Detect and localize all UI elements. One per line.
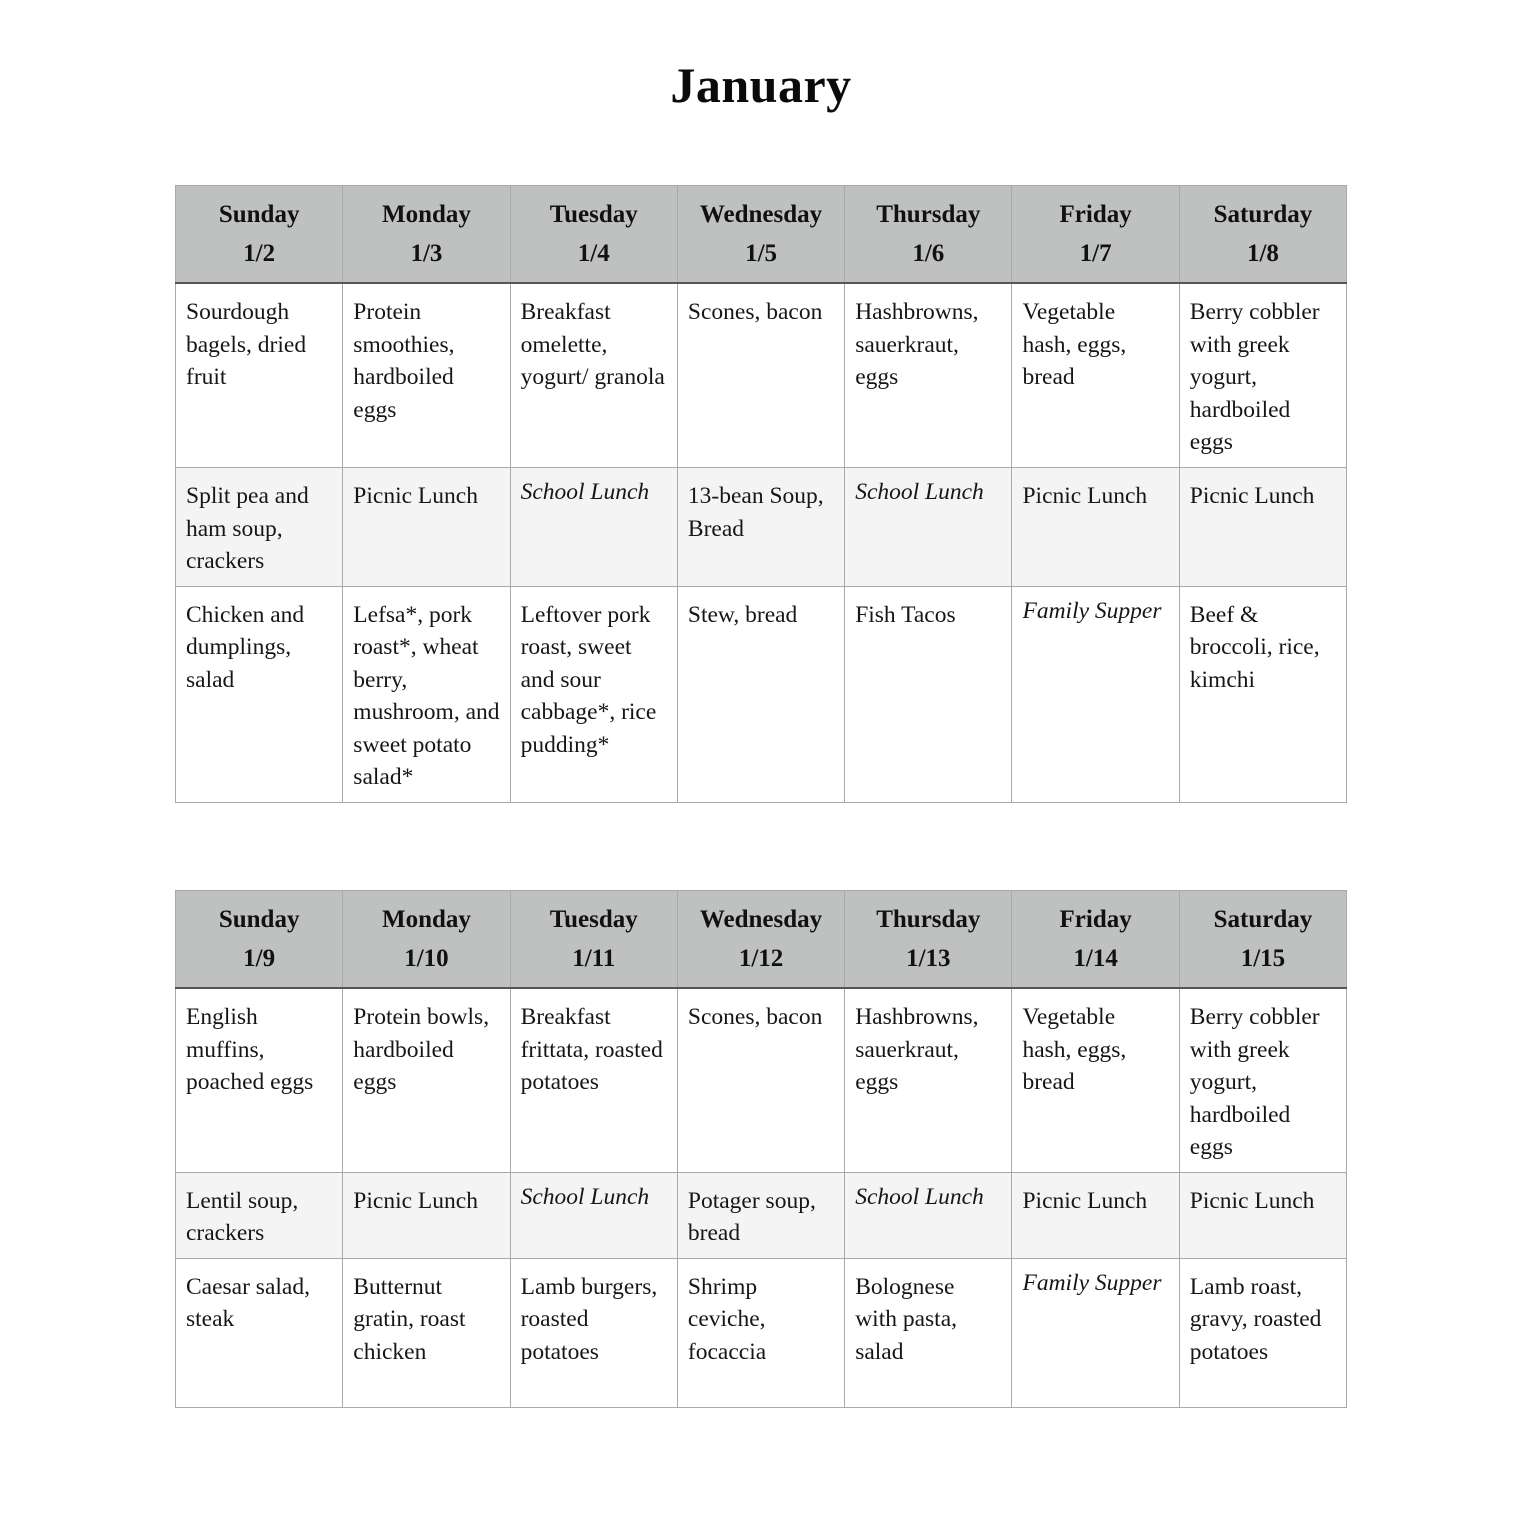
meal-cell: Scones, bacon: [677, 283, 844, 468]
day-date: 1/4: [577, 240, 610, 267]
day-date: 1/8: [1246, 240, 1279, 267]
meal-cell: Shrimp ceviche, focaccia: [677, 1258, 844, 1407]
day-name: Tuesday: [549, 906, 638, 933]
header-thursday: [845, 891, 1012, 989]
day-name: Thursday: [876, 201, 981, 228]
breakfast-row: [176, 283, 1347, 468]
meal-cell: Protein smoothies, hardboiled eggs: [343, 283, 510, 468]
day-date: 1/15: [1240, 945, 1286, 972]
meal-cell: 13-bean Soup, Bread: [677, 468, 844, 587]
header-saturday: [1179, 891, 1346, 989]
header-row: [176, 891, 1347, 989]
header-monday: [343, 186, 510, 284]
day-date: 1/2: [243, 240, 276, 267]
day-date: 1/3: [410, 240, 443, 267]
meal-cell: Picnic Lunch: [1179, 468, 1346, 587]
family-supper-cell: Family Supper: [1012, 586, 1179, 802]
meal-cell: Chicken and dumplings, salad: [176, 586, 343, 802]
day-date: 1/9: [243, 945, 276, 972]
meal-cell: Lentil soup, crackers: [176, 1172, 343, 1258]
meal-cell: Protein bowls, hardboiled eggs: [343, 988, 510, 1172]
meal-cell: Scones, bacon: [677, 988, 844, 1172]
header-friday: [1012, 186, 1179, 284]
school-lunch-cell: School Lunch: [845, 468, 1012, 587]
header-tuesday: [510, 186, 677, 284]
meal-cell: Berry cobbler with greek yogurt, hardboiled eggs: [1179, 283, 1346, 468]
day-name: Wednesday: [699, 201, 823, 228]
meal-cell: Picnic Lunch: [343, 468, 510, 587]
lunch-row: [176, 468, 1347, 587]
meal-cell: Breakfast omelette, yogurt/ granola: [510, 283, 677, 468]
day-name: Wednesday: [699, 906, 823, 933]
day-name: Sunday: [218, 906, 300, 933]
school-lunch-cell: School Lunch: [845, 1172, 1012, 1258]
meal-cell: Stew, bread: [677, 586, 844, 802]
school-lunch-cell: School Lunch: [510, 468, 677, 587]
meal-cell: Potager soup, bread: [677, 1172, 844, 1258]
meal-cell: Breakfast frittata, roasted potatoes: [510, 988, 677, 1172]
meal-cell: Picnic Lunch: [1012, 468, 1179, 587]
meal-cell: Hashbrowns, sauerkraut, eggs: [845, 283, 1012, 468]
family-supper-cell: Family Supper: [1012, 1258, 1179, 1407]
day-name: Sunday: [218, 201, 300, 228]
header-wednesday: [677, 891, 844, 989]
day-name: Thursday: [876, 906, 981, 933]
meal-cell: Picnic Lunch: [343, 1172, 510, 1258]
day-name: Friday: [1059, 201, 1132, 228]
meal-cell: Caesar salad, steak: [176, 1258, 343, 1407]
day-date: 1/13: [906, 945, 951, 972]
day-name: Saturday: [1213, 906, 1313, 933]
day-date: 1/7: [1079, 240, 1112, 267]
meal-cell: Split pea and ham soup, crackers: [176, 468, 343, 587]
week-1-table: [175, 185, 1347, 803]
meal-cell: English muffins, poached eggs: [176, 988, 343, 1172]
lunch-row: [176, 1172, 1347, 1258]
header-saturday: [1179, 186, 1346, 284]
school-lunch-cell: School Lunch: [510, 1172, 677, 1258]
header-row: [176, 186, 1347, 284]
dinner-row: [176, 586, 1347, 802]
day-date: 1/14: [1073, 945, 1118, 972]
day-name: Friday: [1059, 906, 1132, 933]
meal-cell: Picnic Lunch: [1012, 1172, 1179, 1258]
header-sunday: [176, 891, 343, 989]
meal-cell: Lamb burgers, roasted potatoes: [510, 1258, 677, 1407]
breakfast-row: [176, 988, 1347, 1172]
week-2-table: [175, 890, 1347, 1408]
meal-cell: Fish Tacos: [845, 586, 1012, 802]
day-date: 1/11: [572, 945, 616, 972]
meal-cell: Vegetable hash, eggs, bread: [1012, 988, 1179, 1172]
day-date: 1/10: [404, 945, 449, 972]
day-date: 1/12: [738, 945, 784, 972]
header-thursday: [845, 186, 1012, 284]
dinner-row: [176, 1258, 1347, 1407]
meal-cell: Picnic Lunch: [1179, 1172, 1346, 1258]
meal-cell: Hashbrowns, sauerkraut, eggs: [845, 988, 1012, 1172]
meal-cell: Bolognese with pasta, salad: [845, 1258, 1012, 1407]
day-name: Saturday: [1213, 201, 1313, 228]
day-date: 1/6: [912, 240, 945, 267]
meal-cell: Vegetable hash, eggs, bread: [1012, 283, 1179, 468]
day-date: 1/5: [745, 240, 778, 267]
header-friday: [1012, 891, 1179, 989]
meal-cell: Beef & broccoli, rice, kimchi: [1179, 586, 1346, 802]
meal-cell: Berry cobbler with greek yogurt, hardboiled eggs: [1179, 988, 1346, 1172]
header-wednesday: [677, 186, 844, 284]
meal-cell: Sourdough bagels, dried fruit: [176, 283, 343, 468]
header-monday: [343, 891, 510, 989]
meal-cell: Lefsa*, pork roast*, wheat berry, mushroom, and sweet potato salad*: [343, 586, 510, 802]
page-title: January: [670, 57, 852, 113]
header-tuesday: [510, 891, 677, 989]
header-sunday: [176, 186, 343, 284]
day-name: Monday: [381, 906, 471, 933]
day-name: Tuesday: [549, 201, 638, 228]
day-name: Monday: [381, 201, 471, 228]
meal-cell: Butternut gratin, roast chicken: [343, 1258, 510, 1407]
meal-cell: Leftover pork roast, sweet and sour cabbage*, rice pudding*: [510, 586, 677, 802]
meal-cell: Lamb roast, gravy, roasted potatoes: [1179, 1258, 1346, 1407]
